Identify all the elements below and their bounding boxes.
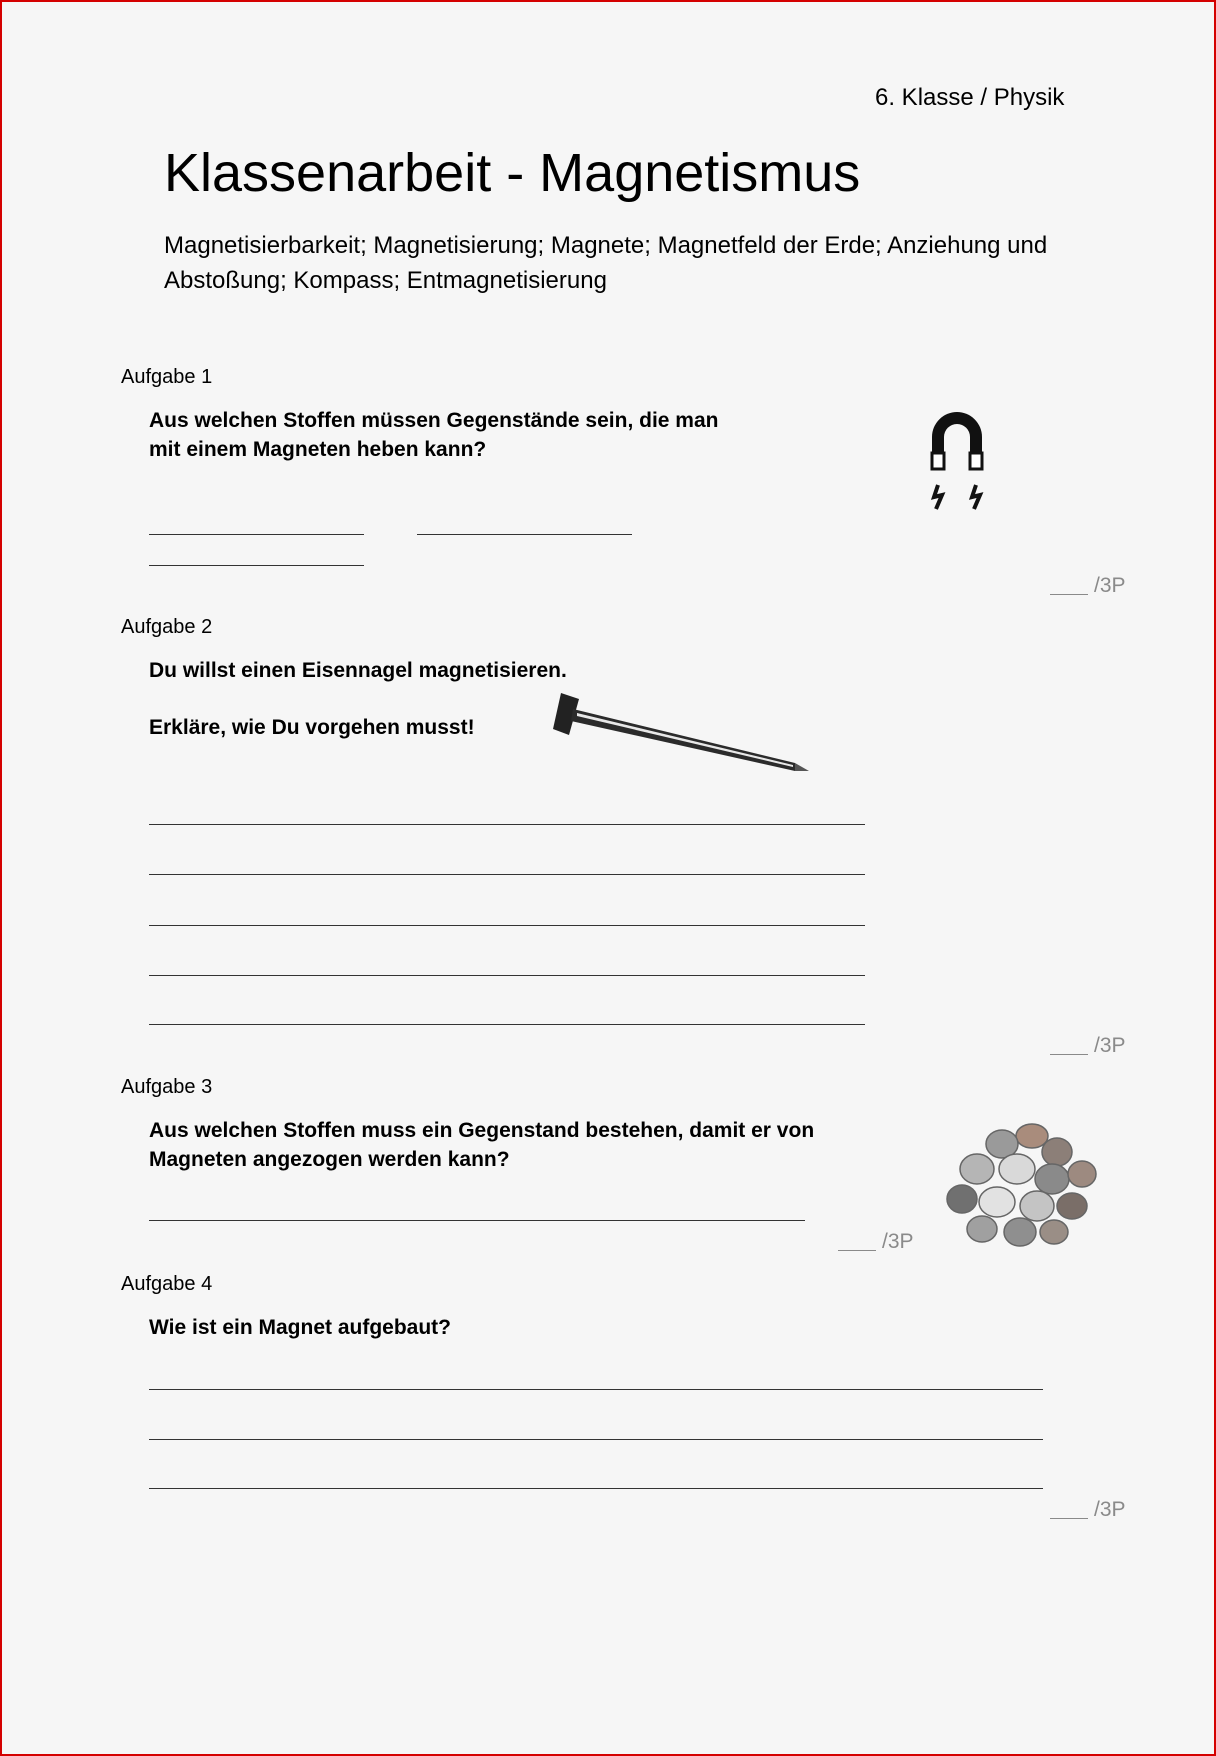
class-subject-header: 6. Klasse / Physik	[875, 84, 1065, 111]
task-4-score	[1050, 1498, 1126, 1522]
page-title: Klassenarbeit - Magnetismus	[164, 143, 861, 203]
task-2-question-line-2: Erkläre, wie Du vorgehen musst!	[149, 716, 475, 739]
score-blank[interactable]	[1050, 1518, 1088, 1519]
answer-line[interactable]	[149, 1220, 805, 1221]
answer-line[interactable]	[149, 565, 364, 566]
answer-line[interactable]	[149, 1439, 1043, 1440]
nail-icon	[547, 687, 817, 777]
answer-line[interactable]	[149, 824, 865, 825]
task-3-score	[838, 1230, 914, 1254]
task-1-question-line-1: Aus welchen Stoffen müssen Gegenstände sein, die man	[149, 409, 719, 432]
task-4-label: Aufgabe 4	[121, 1273, 213, 1295]
score-blank[interactable]	[1050, 1054, 1088, 1055]
horseshoe-magnet-icon	[922, 407, 992, 517]
task-2-score	[1050, 1034, 1126, 1058]
score-label: /3P	[1094, 1498, 1126, 1521]
task-1-score	[1050, 574, 1126, 598]
score-blank[interactable]	[838, 1250, 876, 1251]
task-4-question-line-1: Wie ist ein Magnet aufgebaut?	[149, 1316, 451, 1339]
answer-line[interactable]	[149, 925, 865, 926]
task-3-label: Aufgabe 3	[121, 1076, 213, 1098]
task-2-question-line-1: Du willst einen Eisennagel magnetisieren.	[149, 659, 567, 682]
answer-line[interactable]	[149, 975, 865, 976]
score-label: /3P	[1094, 574, 1126, 597]
answer-line[interactable]	[149, 534, 364, 535]
score-label: /3P	[882, 1230, 914, 1253]
page-subtitle: Magnetisierbarkeit; Magnetisierung; Magnete; Magnetfeld der Erde; Anziehung und Abstoßung; Kompass; Entmagnetisierung	[164, 232, 1048, 294]
answer-line[interactable]	[417, 534, 632, 535]
answer-line[interactable]	[149, 1488, 1043, 1489]
score-label: /3P	[1094, 1034, 1126, 1057]
task-3-question-line-1: Aus welchen Stoffen muss ein Gegenstand bestehen, damit er von	[149, 1119, 815, 1142]
score-blank[interactable]	[1050, 594, 1088, 595]
task-2-label: Aufgabe 2	[121, 616, 213, 638]
task-3-question-line-2: Magneten angezogen werden kann?	[149, 1148, 510, 1171]
coins-icon	[942, 1114, 1102, 1254]
answer-line[interactable]	[149, 874, 865, 875]
task-1-label: Aufgabe 1	[121, 366, 213, 388]
answer-line[interactable]	[149, 1389, 1043, 1390]
answer-line[interactable]	[149, 1024, 865, 1025]
task-1-question-line-2: mit einem Magneten heben kann?	[149, 438, 487, 461]
